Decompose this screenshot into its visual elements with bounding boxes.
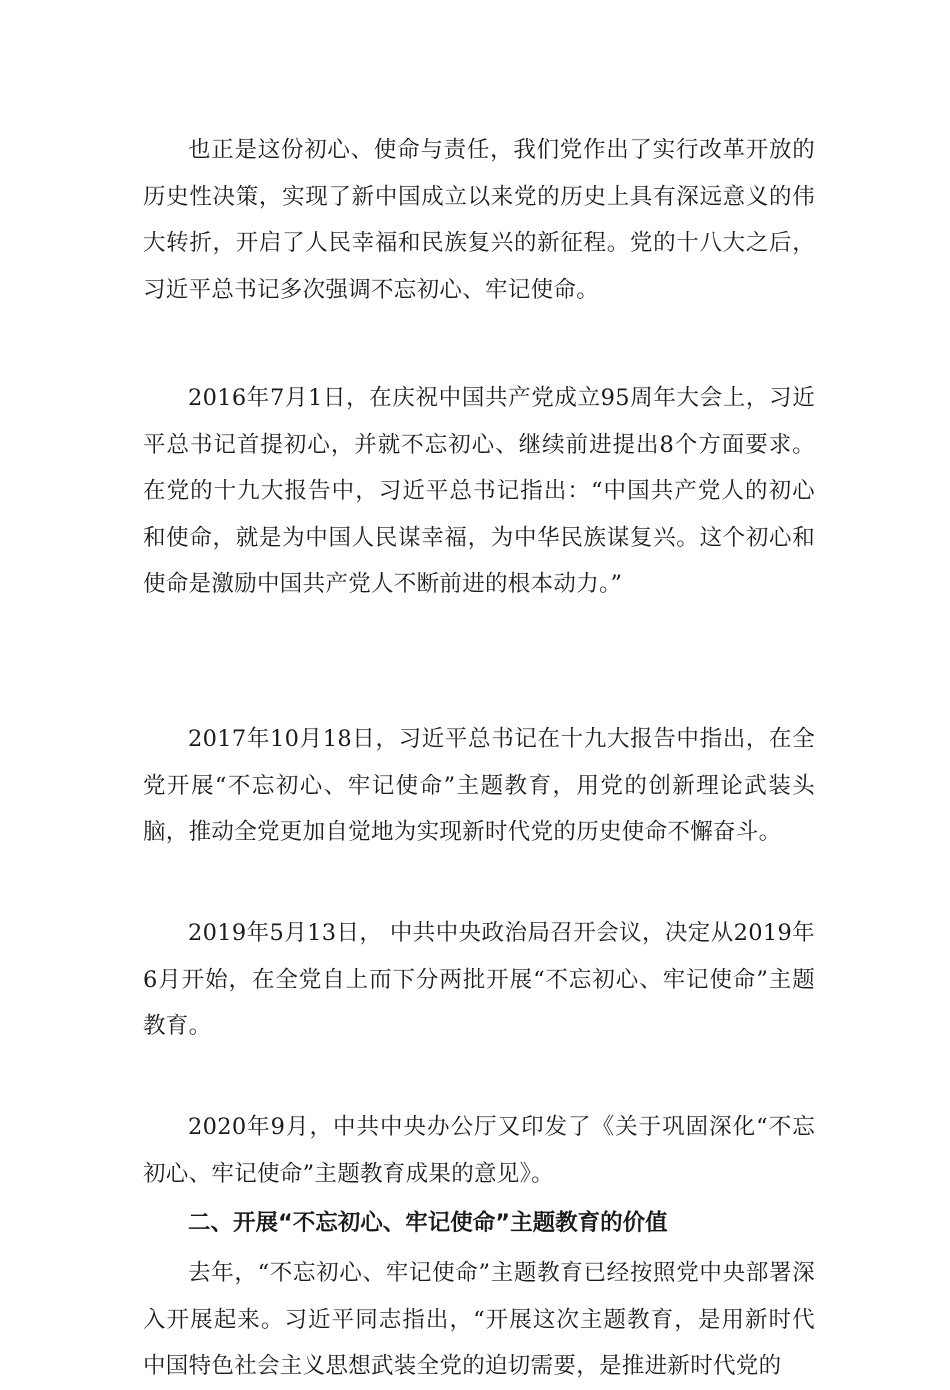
paragraph-5: 2020年9月，中共中央办公厅又印发了《关于巩固深化“不忘初心、牢记使命”主题教育成果的意见》。 — [143, 1114, 815, 1187]
paragraph-3: 2017年10月18日，习近平总书记在十九大报告中指出，在全党开展“不忘初心、牢记使命”主题教育，用党的创新理论武装头脑，推动全党更加自觉地为实现新时代党的历史使命不懈奋斗。 — [143, 726, 815, 845]
paragraph-4: 2019年5月13日， 中共中央政治局召开会议，决定从2019年6月开始，在全党自上而下分两批开展“不忘初心、牢记使命”主题教育。 — [143, 920, 815, 1039]
paragraph-2: 2016年7月1日，在庆祝中国共产党成立95周年大会上，习近平总书记首提初心，并就不忘初心、继续前进提出8个方面要求。在党的十九大报告中，习近平总书记指出：“中国共产党人的初心和使命，就是为中国人民谋幸福，为中华民族谋复兴。这个初心和使命是激励中国共产党人不断前进的根本动力。” — [143, 385, 815, 597]
section-heading: 二、开展“不忘初心、牢记使命”主题教育的价值 — [188, 1210, 668, 1236]
paragraph-1: 也正是这份初心、使命与责任，我们党作出了实行改革开放的历史性决策，实现了新中国成立以来党的历史上具有深远意义的伟大转折，开启了人民幸福和民族复兴的新征程。党的十八大之后，习近平总书记多次强调不忘初心、牢记使命。 — [143, 137, 815, 303]
paragraph-6: 去年，“不忘初心、牢记使命”主题教育已经按照党中央部署深入开展起来。习近平同志指出，“开展这次主题教育，是用新时代中国特色社会主义思想武装全党的迫切需要，是推进新时代党的 — [143, 1260, 815, 1379]
